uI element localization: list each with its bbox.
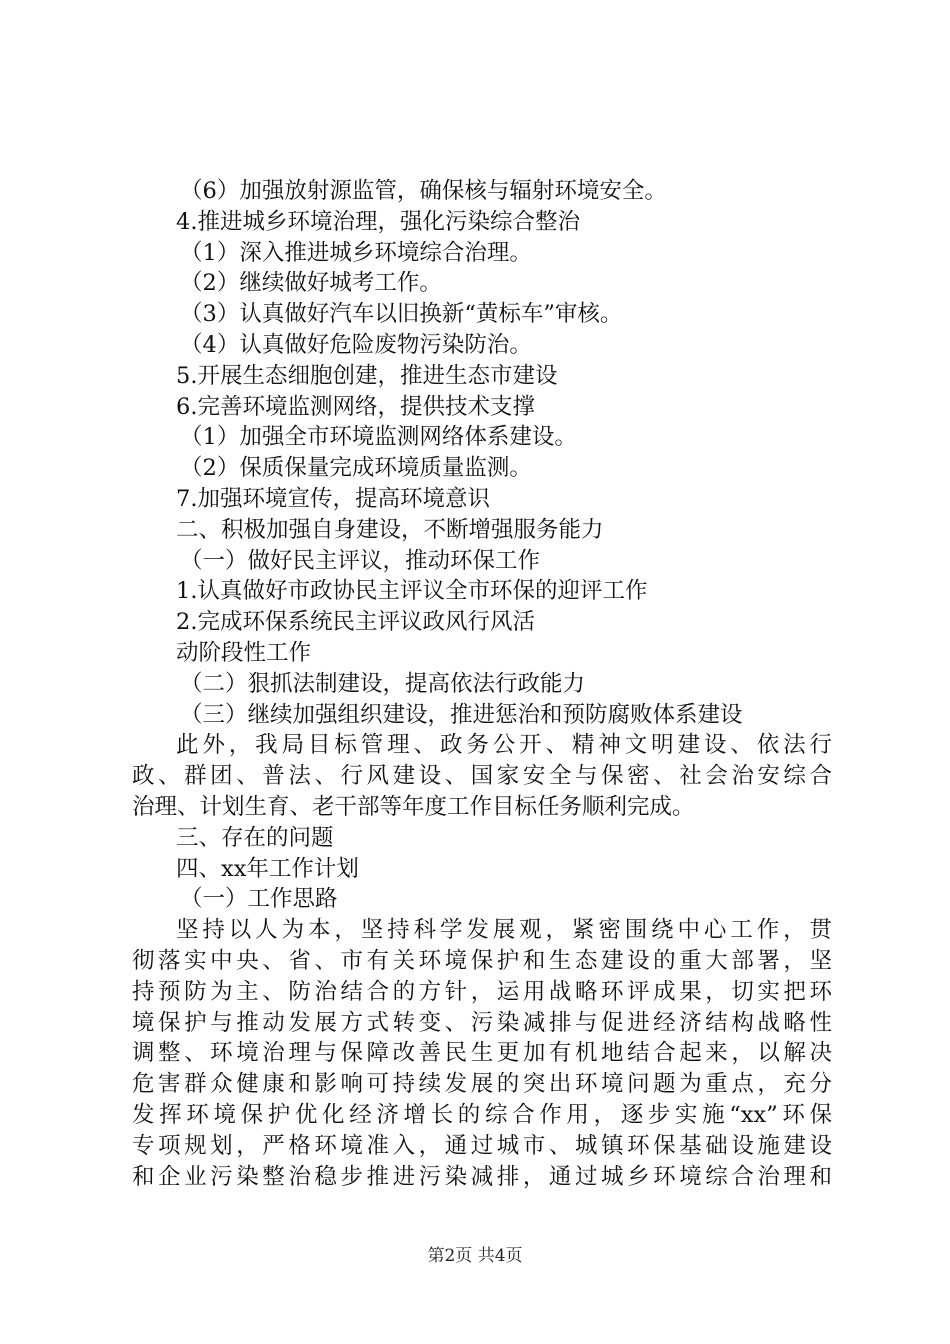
text-line: 动阶段性工作 xyxy=(176,639,312,666)
text-line: 三、存在的问题 xyxy=(176,824,334,851)
text-line: （2）继续做好城考工作。 xyxy=(180,270,442,297)
text-line: 彻落实中央、省、市有关环境保护和生态建设的重大部署，坚 xyxy=(132,947,832,974)
text-line: 1.认真做好市政协民主评议全市环保的迎评工作 xyxy=(176,578,648,605)
text-line: （1）加强全市环境监测网络体系建设。 xyxy=(180,424,577,451)
text-line: 调整、环境治理与保障改善民生更加有机地结合起来，以解决 xyxy=(132,1040,832,1067)
text-line: （6）加强放射源监管，确保核与辐射环境安全。 xyxy=(180,178,667,204)
text-line: 四、xx年工作计划 xyxy=(176,855,359,882)
text-line: （3）认真做好汽车以旧换新“黄标车”审核。 xyxy=(180,301,623,328)
text-line: （4）认真做好危险废物污染防治。 xyxy=(180,331,532,358)
text-line: 5.开展生态细胞创建，推进生态市建设 xyxy=(176,362,558,389)
text-line: （2）保质保量完成环境质量监测。 xyxy=(180,455,532,482)
text-line: 4.推进城乡环境治理，强化污染综合整治 xyxy=(176,208,580,235)
text-line: 政、群团、普法、行风建设、国家安全与保密、社会治安综合 xyxy=(132,763,832,790)
text-line: （三）继续加强组织建设，推进惩治和预防腐败体系建设 xyxy=(180,701,743,728)
text-line: 境保护与推动发展方式转变、污染减排与促进经济结构战略性 xyxy=(132,1009,832,1036)
text-line: 二、积极加强自身建设，不断增强服务能力 xyxy=(176,516,604,543)
text-line: （1）深入推进城乡环境综合治理。 xyxy=(180,239,532,266)
text-line: 7.加强环境宣传，提高环境意识 xyxy=(176,485,490,512)
text-line: 发挥环境保护优化经济增长的综合作用，逐步实施“xx”环保 xyxy=(132,1101,832,1128)
document-body xyxy=(132,176,832,1192)
text-line: 2.完成环保系统民主评议政风行风活 xyxy=(176,609,535,636)
text-line: 此外，我局目标管理、政务公开、精神文明建设、依法行 xyxy=(176,732,832,759)
text-line: 6.完善环境监测网络，提供技术支撑 xyxy=(176,393,535,420)
text-line: 坚持以人为本，坚持科学发展观，紧密围绕中心工作，贯 xyxy=(176,917,832,944)
text-line: （二）狠抓法制建设，提高依法行政能力 xyxy=(180,670,586,697)
page-footer: 第2页 共4页 xyxy=(427,1246,523,1266)
text-line: 危害群众健康和影响可持续发展的突出环境问题为重点，充分 xyxy=(132,1071,832,1098)
text-line: 和企业污染整治稳步推进污染减排，通过城乡环境综合治理和 xyxy=(132,1163,832,1190)
text-line: （一）做好民主评议，推动环保工作 xyxy=(180,547,541,574)
text-line: 治理、计划生育、老干部等年度工作目标任务顺利完成。 xyxy=(132,793,695,820)
text-line: （一）工作思路 xyxy=(180,886,338,913)
text-line: 持预防为主、防治结合的方针，运用战略环评成果，切实把环 xyxy=(132,978,832,1005)
text-line: 专项规划，严格环境准入，通过城市、城镇环保基础设施建设 xyxy=(132,1132,832,1159)
